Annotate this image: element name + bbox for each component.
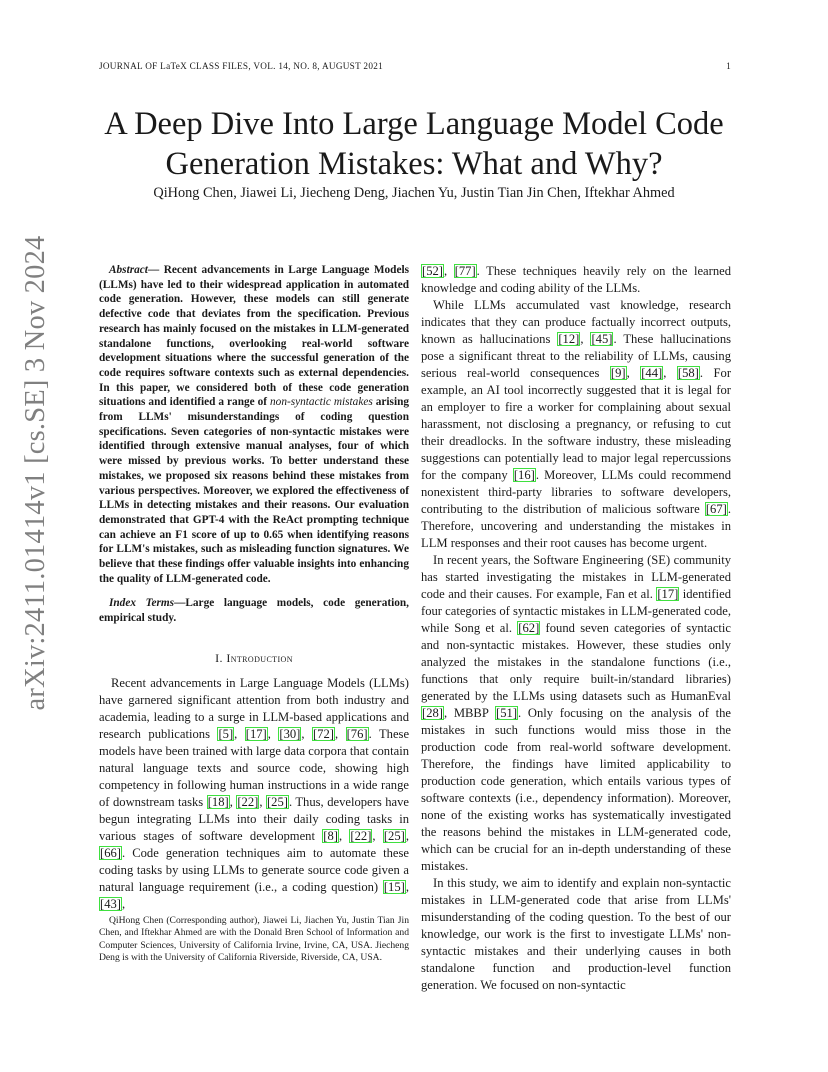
sep: , (334, 726, 346, 741)
body-text: . Therefore, uncovering and understanding the mistakes in LLM responses and their root causes has become urgent. (421, 502, 731, 550)
sep: , (405, 828, 409, 843)
citation-link[interactable]: [8] (323, 828, 338, 843)
citation-link[interactable]: [12] (558, 332, 580, 346)
citation-link[interactable]: [22] (237, 794, 259, 809)
citation-link[interactable]: [5] (218, 726, 234, 741)
sep: , (372, 828, 383, 843)
citation-link[interactable]: [16] (513, 468, 535, 482)
index-terms-lead: Index Terms (109, 597, 175, 610)
section-numeral: I. (215, 650, 227, 665)
running-header (99, 61, 731, 71)
citation-link[interactable]: [9] (610, 366, 626, 380)
sep: , (580, 332, 591, 346)
intro-text: . Code generation techniques aim to automate these coding tasks by using LLMs to generate source code given a natural language requirement (i.e., a coding question) (99, 845, 409, 894)
abstract (99, 263, 409, 586)
citation-link[interactable]: [17] (245, 726, 267, 741)
citation-link[interactable]: [43] (100, 896, 121, 911)
citation-link[interactable]: [72] (312, 726, 334, 741)
index-terms (99, 596, 409, 625)
citation-link[interactable]: [15] (383, 879, 405, 894)
body-paragraph (421, 263, 731, 297)
citation-link[interactable]: [28] (422, 706, 443, 720)
author-affiliation-footnote: QiHong Chen (Corresponding author), Jiawei Li, Jiachen Yu, Justin Tian Jin Chen, and Iftekhar Ahmed are with the Donald Bren School of Information and Computer Sciences, University of California Irvine, Irvine, CA, USA. Jiecheng Deng is with the University of California Riverside, Riverside, CA, USA. (99, 915, 409, 964)
citation-link[interactable]: [18] (207, 794, 229, 809)
intro-text: . Thus, developers have begun integrating LLMs into their daily coding tasks in various stages of software development (99, 794, 410, 843)
citation-link[interactable]: [51] (496, 706, 518, 720)
body-text: In this study, we aim to identify and explain non-syntactic mistakes in LLM-generated code that arise from LLMs' misunderstanding of the coding question. To the best of our knowledge, our work is the first to investigate LLMs' non-syntactic mistakes and their underlying causes in both standalone function and production-level function generation. We focused on non-syntactic (421, 876, 731, 992)
author-list: QiHong Chen, Jiawei Li, Jiecheng Deng, Jiachen Yu, Justin Tian Jin Chen, Iftekhar Ahmed (153, 185, 675, 201)
citation-link[interactable]: [66] (100, 845, 121, 860)
citation-link[interactable]: [17] (657, 587, 679, 601)
body-text: While LLMs accumulated vast knowledge, research indicates that they can produce factually incorrect outputs, known as hallucinations (421, 298, 731, 346)
index-terms-text: —Large language models, code generation, empirical study. (99, 597, 409, 625)
citation-link[interactable]: [62] (518, 621, 540, 635)
body-text: . Moreover, LLMs could recommend nonexistent third-party libraries to software developers, contributing to the distribution of malicious software (421, 468, 731, 516)
sep: , (443, 264, 454, 278)
abstract-text-1: — Recent advancements in Large Language Models (LLMs) have led to their widespread application in automated code generation. However, these models can still generate defective code that deviates from the specification. Previous research has mainly focused on the mistakes in LLM-generated standalone functions, overlooking real-world software development situations where the successful generation of the code requires software contexts such as external dependencies. In this paper, we considered both of these code generation situations and identified a range of (99, 264, 409, 409)
sep: , (259, 794, 266, 809)
body-text: In recent years, the Software Engineering (SE) community has started investigating the mistakes in LLM-generated code and their causes. For example, Fan et al. (421, 553, 731, 601)
citation-link[interactable]: [52] (422, 264, 443, 278)
paper-title: A Deep Dive Into Large Language Model Code Generation Mistakes: What and Why? (104, 106, 724, 182)
page-number: 1 (726, 61, 731, 71)
body-text: identified four categories of syntactic mistakes in LLM-generated code, while Song et al. (421, 587, 731, 635)
intro-paragraph (99, 675, 409, 913)
sep: , (121, 896, 126, 911)
sep: , (626, 366, 641, 380)
section-name: Introduction (226, 650, 293, 665)
abstract-lead: Abstract (109, 264, 148, 276)
journal-name: JOURNAL OF LaTeX CLASS FILES, VOL. 14, NO. 8, AUGUST 2021 (99, 61, 384, 71)
citation-link[interactable]: [45] (591, 332, 613, 346)
citation-link[interactable]: [30] (279, 726, 301, 741)
body-text: found seven categories of syntactic and non-syntactic mistakes. However, these studies only analyzed the mistakes in the standalone functions (i.e., functions that only require built-in/standard libraries) generated by the LLMs using datasets such as HumanEval (421, 621, 731, 703)
body-paragraph (421, 875, 731, 994)
body-text: . For example, an AI tool incorrectly suggested that it is legal for an employer to fire a worker for complaining about sexual harassment, not disclosing a pregnancy, or refusing to cut their dreadlocks. In the software industry, these misleading suggestions can potentially lead to major legal repercussions for the company (421, 366, 732, 482)
intro-text: Recent advancements in Large Language Models (LLMs) have garnered significant attention from both industry and academia, leading to a surge in LLM-based applications and research publications (99, 675, 409, 741)
body-paragraph (421, 552, 731, 875)
body-text: , MBBP (443, 706, 496, 720)
section-heading-introduction (99, 650, 409, 667)
sep: , (267, 726, 279, 741)
sep: , (234, 726, 245, 741)
sep: , (405, 879, 409, 894)
sep: , (301, 726, 312, 741)
right-column (421, 263, 731, 994)
citation-link[interactable]: [76] (346, 726, 368, 741)
body-text: . These hallucinations pose a significant threat to the reliability of LLMs, causing serious real-world consequences (421, 332, 732, 380)
citation-link[interactable]: [22] (350, 828, 372, 843)
sep: , (663, 366, 677, 380)
sep: , (229, 794, 237, 809)
left-column (99, 263, 409, 913)
citation-link[interactable]: [77] (454, 264, 476, 278)
arxiv-identifier-text: arXiv:2411.01414v1 [cs.SE] 3 Nov 2024 (20, 235, 51, 711)
body-text: . These techniques heavily rely on the learned knowledge and coding ability of the LLMs. (421, 264, 732, 295)
citation-link[interactable]: [25] (383, 828, 405, 843)
citation-link[interactable]: [25] (266, 794, 288, 809)
citation-link[interactable]: [44] (641, 366, 663, 380)
sep: , (338, 828, 350, 843)
intro-text: . These models have been trained with large data corpora that contain natural language texts and source code, showing high competency in following human instructions in a wide range of downstream tasks (99, 726, 410, 809)
body-text: . Only focusing on the analysis of the mistakes in such functions would miss those in the production code from real-world software development. Therefore, the findings have limited applicability to production code generation, which entails various types of software contexts (i.e., dependency information). Moreover, none of the existing works has systematically investigated the reasons behind the mistakes in LLM-generated code, which can be crucial for an in-depth understanding of these mistakes. (421, 706, 731, 873)
citation-link[interactable]: [67] (705, 502, 727, 516)
abstract-text-2: arising from LLMs' misunderstandings of coding question specifications. Seven categories of non-syntactic mistakes were identified through extensive manual analyses, four of which were missed by previous works. To better understand these mistakes, we proposed six reasons behind these mistakes from various perspectives. Moreover, we explored the effectiveness of LLMs in detecting mistakes and their reasons. Our evaluation demonstrated that GPT-4 with the ReAct prompting technique can achieve an F1 score of up to 0.65 when identifying reasons for LLM's mistakes, such as misleading function signatures. We believe that these findings offer valuable insights into enhancing the quality of LLM-generated code. (99, 396, 410, 585)
citation-link[interactable]: [58] (677, 366, 699, 380)
abstract-emphasis: non-syntactic mistakes (270, 396, 373, 409)
body-paragraph (421, 297, 731, 552)
